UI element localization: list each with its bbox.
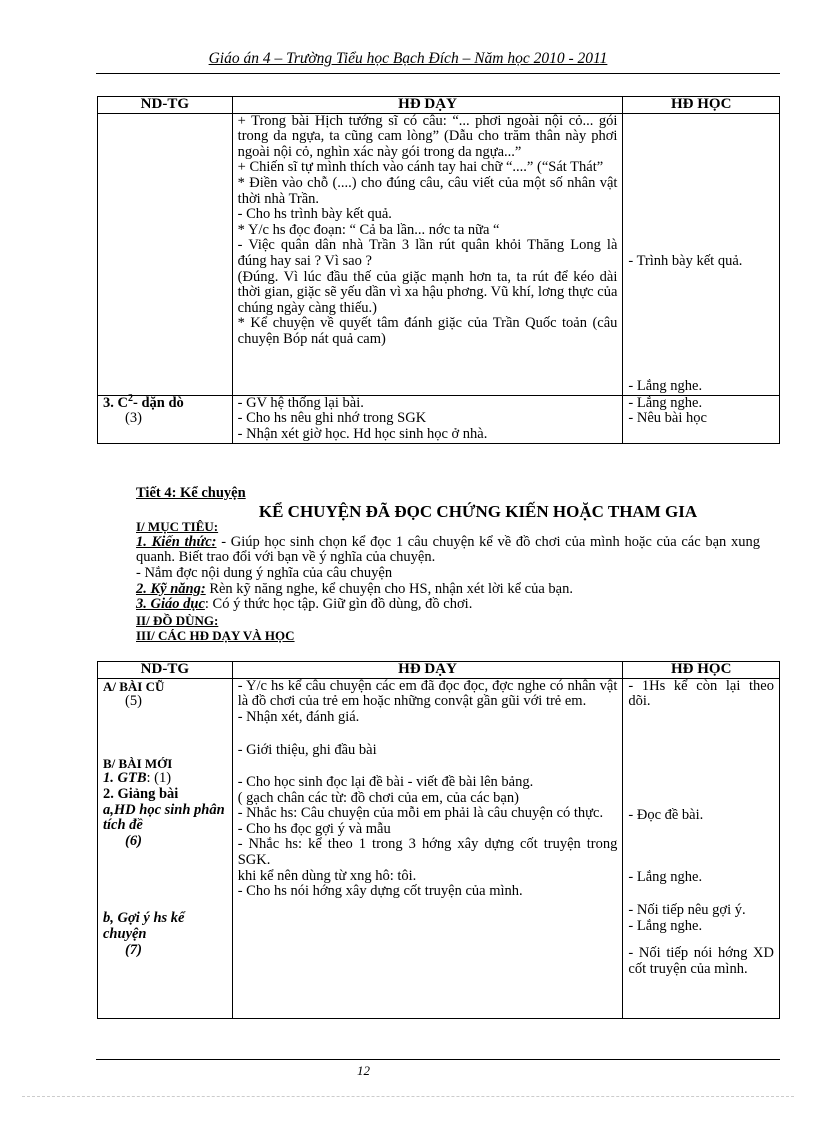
day-line: - Nhận xét, đánh giá.: [237, 708, 360, 725]
day-line: - Cho hs đọc gợi ý và mẫu: [237, 820, 391, 837]
page-header: Giáo án 4 – Trường Tiểu học Bạch Đích – Năm học 2010 - 2011: [208, 50, 608, 67]
day-line: ( gạch chân các từ: đồ chơi của em, của các bạn): [237, 789, 519, 806]
hoc-line: - Đọc đề bài.: [628, 806, 704, 823]
col-nd-tg: ND-TG: [98, 662, 233, 679]
footer-rule: [96, 1059, 780, 1060]
nd-label: a,HD học sinh phân tích đề: [103, 801, 225, 834]
muc-tieu-heading: I/ MỤC TIÊU:: [136, 519, 219, 535]
table-header-row: [98, 97, 780, 114]
nd-time: (7): [125, 941, 142, 958]
day-line: * Điền vào chỗ (....) cho đúng câu, câu viết của một số nhân vật thời nhà Trần.: [237, 174, 618, 207]
hoc-line: - Nối tiếp nói hớng XD cốt truyện của mình.: [628, 945, 774, 977]
hoc-line: - Nối tiếp nêu gợi ý.: [628, 901, 746, 918]
day-line: - Cho hs nêu ghi nhớ trong SGK: [237, 410, 427, 427]
nd-label: B/ BÀI MỚI: [103, 755, 173, 771]
lesson-label: Tiết 4: Kể chuyện: [136, 485, 246, 501]
hoc-line: - 1Hs kể còn lại theo dõi.: [628, 677, 774, 710]
giao-duc: 3. Giáo dục: Có ý thức học tập. Giữ gìn đồ dùng, đồ chơi.: [136, 596, 473, 613]
day-line: - Nhận xét giờ học. Hd học sinh học ở nhà.: [237, 425, 488, 442]
nd-cell: [98, 392, 233, 443]
nd-label: A/ BÀI CŨ: [103, 678, 165, 694]
lesson-table-2: [97, 661, 780, 1019]
day-cell: [232, 678, 623, 1019]
nd-label: b, Gợi ý hs kể chuyện: [103, 910, 185, 942]
col-hd-hoc: HĐ HỌC: [623, 97, 780, 114]
day-line: + Chiến sĩ tự mình thích vào cánh tay hai chữ “....” (“Sát Thát”: [237, 159, 604, 176]
day-line: - Nhắc hs: Câu chuyện của mỗi em phải là câu chuyện có thực.: [237, 805, 604, 822]
lesson-table-1: [97, 96, 780, 444]
hoc-line: - Trình bày kết quả.: [628, 252, 743, 269]
hoc-cell: [623, 113, 780, 395]
page-break-line: [22, 1096, 794, 1097]
nd-time: (5): [125, 693, 142, 710]
page-number: 12: [357, 1063, 370, 1078]
table-row: [98, 395, 780, 443]
hoc-line: - Lắng nghe.: [628, 869, 703, 886]
nd-time: (6): [125, 832, 142, 849]
day-line: - Y/c hs kể câu chuyện các em đã đọc đọc, đợc nghe có nhân vật là đồ chơi của trẻ em hoặc những convật gần gũi với trẻ em.: [237, 677, 618, 710]
nd-label: 2. Giảng bài: [103, 785, 179, 802]
nd-cell: [98, 678, 233, 1019]
do-dung-heading: II/ ĐỒ DÙNG:: [136, 612, 219, 628]
kien-thuc-2: - Nắm đợc nội dung ý nghĩa của câu chuyện: [136, 564, 393, 581]
day-line: - Cho học sinh đọc lại đề bài - viết đề bài lên bảng.: [237, 773, 534, 790]
day-line: - Việc quân dân nhà Trần 3 lần rút quân khỏi Thăng Long là đúng hay sai ? Vì sao ?: [237, 237, 618, 269]
lesson-section: [136, 486, 760, 644]
day-line: * Kể chuyện về quyết tâm đánh giặc của Trần Quốc toản (câu chuyện Bóp nát quả cam): [237, 315, 618, 347]
table-row: [98, 678, 780, 1019]
header-rule: [96, 73, 780, 74]
cac-hd-heading: III/ CÁC HĐ DẠY VÀ HỌC: [136, 628, 295, 644]
day-line: - GV hệ thống lại bài.: [237, 394, 364, 411]
day-line: - Nhắc hs: kể theo 1 trong 3 hớng xây dựng cốt truyện trong SGK.: [237, 836, 618, 868]
hoc-line: - Nêu bài học: [628, 410, 707, 427]
kien-thuc: 1. Kiến thức: - Giúp học sinh chọn kể đọc 1 câu chuyện kể về đồ chơi của mình hoặc của các bạn xung quanh. Biết trao đổi với bạn về ý nghĩa của chuyện.: [136, 533, 761, 566]
day-line: * Y/c hs đọc đoạn: “ Cả ba lần... nớc ta nữa “: [237, 221, 500, 238]
nd-cell: [98, 113, 233, 395]
nd-time: (3): [125, 410, 142, 427]
hoc-line: - Lắng nghe.: [628, 394, 703, 411]
table-header-row: [98, 662, 780, 679]
day-cell: [232, 113, 623, 395]
day-line: - Giới thiệu, ghi đầu bài: [237, 742, 377, 759]
col-hd-hoc: HĐ HỌC: [623, 662, 780, 679]
nd-label: 3. $C^2-$ dặn dò: [103, 392, 184, 411]
day-cell: [232, 395, 623, 443]
hoc-cell: [623, 678, 780, 1019]
lesson-title: KỂ CHUYỆN ĐÃ ĐỌC CHỨNG KIẾN HOẶC THAM GIA: [258, 501, 698, 521]
hoc-line: - Lắng nghe.: [628, 917, 703, 934]
col-hd-day: HĐ DẠY: [232, 97, 623, 114]
day-line: (Đúng. Vì lúc đầu thế của giặc mạnh hơn ta, ta rút để kéo dài thời gian, giặc sẽ yếu dần vì xa hậu phơng. Vũ khí, lơng thực của chúng ngày càng thiếu.): [237, 268, 618, 316]
hoc-line: - Lắng nghe.: [628, 378, 703, 395]
day-line: - Cho hs nói hớng xây dựng cốt truyện của mình.: [237, 883, 523, 900]
hoc-cell: [623, 395, 780, 443]
day-line: + Trong bài Hịch tướng sĩ có câu: “... phơi ngoài nội cỏ... gói trong da ngựa, ta cũng cam lòng” (Dẫu cho trăm thân này phơi ngoài nội cỏ, nghìn xác này gói trong da ngựa...”: [237, 112, 618, 160]
col-nd-tg: ND-TG: [98, 97, 233, 114]
day-line: khi kể nên dùng từ xng hô: tôi.: [237, 867, 417, 884]
table-row: [98, 113, 780, 395]
day-line: - Cho hs trình bày kết quả.: [237, 206, 392, 223]
nd-label: 1. GTB: (1): [103, 770, 172, 787]
ky-nang: 2. Kỹ năng: Rèn kỹ năng nghe, kể chuyện cho HS, nhận xét lời kể của bạn.: [136, 580, 573, 597]
col-hd-day: HĐ DẠY: [232, 662, 623, 679]
